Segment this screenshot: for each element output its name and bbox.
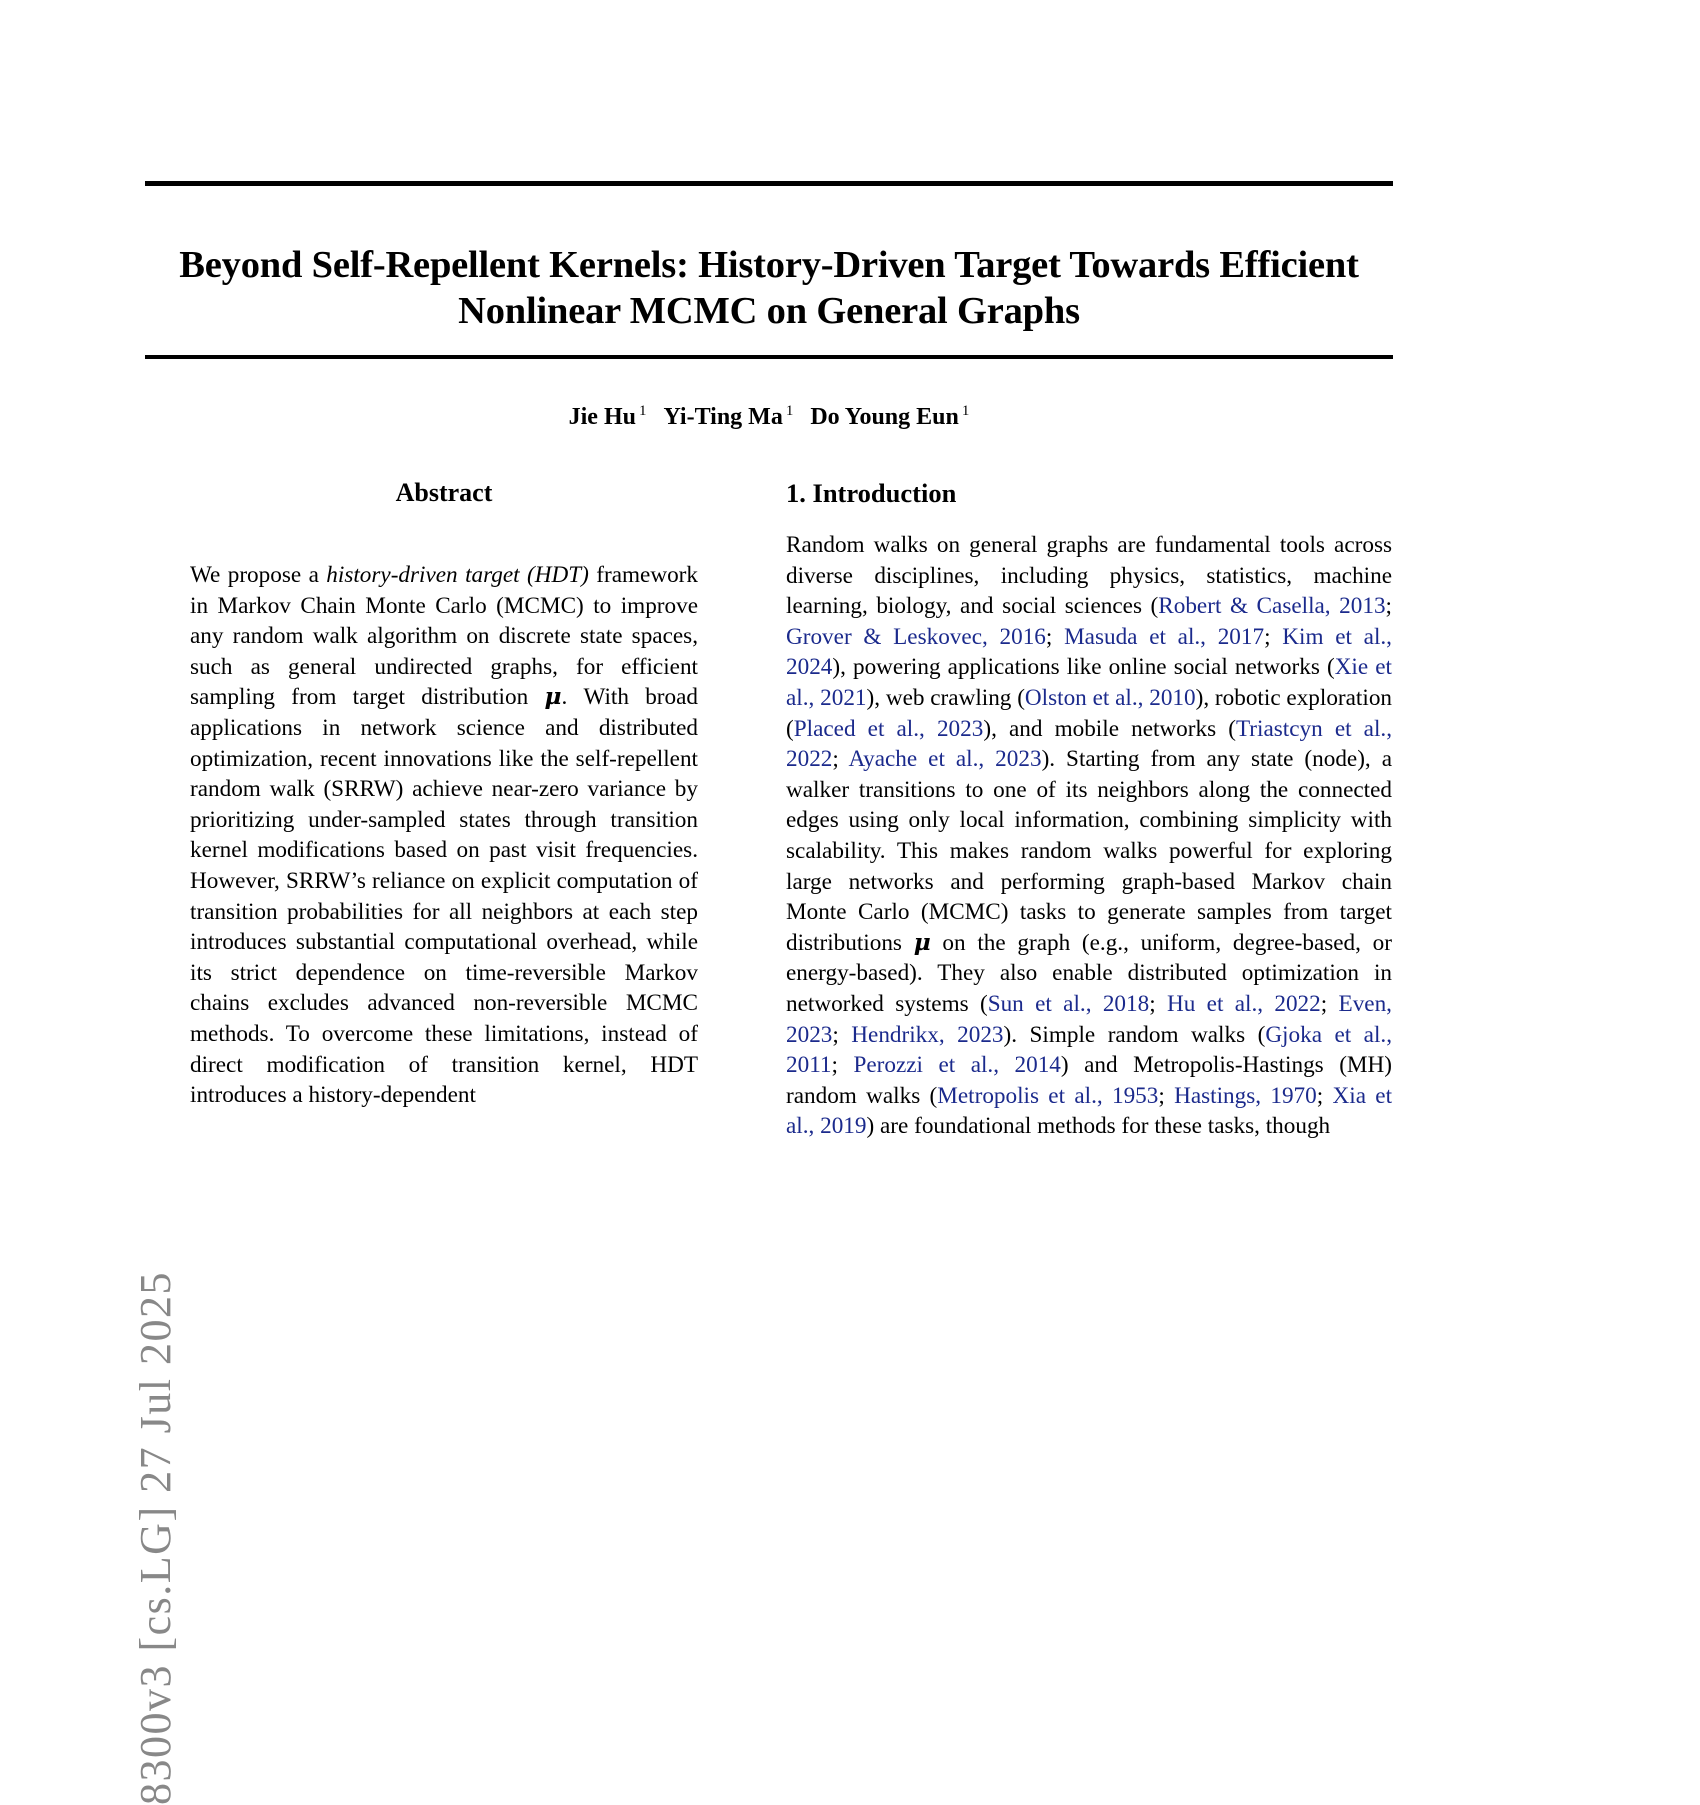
author-affiliation-mark: 1 xyxy=(961,403,970,419)
title-rule-top xyxy=(145,181,1393,186)
author-entry xyxy=(663,404,793,430)
body-text-run: Random walks on general graphs are fundamental tools across diverse disciplines, including physics, statistics, machine learning, biology, and social sciences ( xyxy=(786,532,1392,620)
citation-link[interactable]: Ayache et al., 2023 xyxy=(848,746,1042,773)
paper-title-line-2: Nonlinear MCMC on General Graphs xyxy=(458,289,1080,332)
citation-link[interactable]: Perozzi et al., 2014 xyxy=(853,1052,1061,1079)
body-text-run: ; xyxy=(1385,593,1392,620)
author-name: Yi-Ting Ma xyxy=(663,404,783,430)
body-text-run: ; xyxy=(1045,623,1065,650)
body-text-run: ). Starting from any state (node), a walker transitions to one of its neighbors along the connected edges using only local information, combining simplicity with scalability. This makes random walks powerful for exploring large networks and performing graph-based Markov chain Monte Carlo (MCMC) tasks to generate samples from target distributions xyxy=(786,746,1392,956)
abstract-heading: Abstract xyxy=(395,478,493,507)
author-affiliation-mark: 1 xyxy=(638,403,647,419)
body-text-run: ; xyxy=(1149,990,1167,1017)
body-text-run: ). Simple random walks ( xyxy=(1003,1021,1266,1048)
abstract-column xyxy=(190,478,698,1111)
body-text-run: on the graph (e.g., uniform, degree-based, or energy-based). They also enable distributed optimization in networked systems ( xyxy=(786,929,1392,1017)
mu-symbol: μ xyxy=(913,928,931,956)
citation-link[interactable]: Hastings, 1970 xyxy=(1174,1082,1317,1109)
citation-link[interactable]: Robert & Casella, 2013 xyxy=(1158,593,1386,620)
abstract-text-c: . With broad applications in network science and distributed optimization, recent innovations like the self-repellent random walk (SRRW) achieve near-zero variance by prioritizing under-sampled states through transition kernel modifications based on past visit frequencies. However, SRRW’s reliance on explicit computation of transition probabilities for all neighbors at each step introduces substantial computational overhead, while its strict dependence on time-reversible Markov chains excludes advanced non-reversible MCMC methods. To overcome these limitations, instead of direct modification of transition kernel, HDT introduces a history-dependent xyxy=(190,684,698,1109)
citation-link[interactable]: Metropolis et al., 1953 xyxy=(937,1082,1159,1109)
abstract-text-b: framework in Markov Chain Monte Carlo (MCMC) to improve any random walk algorithm on discrete state spaces, such as general undirected graphs, for efficient sampling from target distribution xyxy=(190,562,698,711)
citation-link[interactable]: Sun et al., 2018 xyxy=(987,990,1150,1017)
author-entry xyxy=(810,404,969,430)
citation-link[interactable]: Olston et al., 2010 xyxy=(1024,684,1196,711)
body-text-run: ; xyxy=(1316,1082,1333,1109)
citation-link[interactable]: Gjoka et al., 2011 xyxy=(786,1021,1392,1079)
citation-link[interactable]: Grover & Leskovec, 2016 xyxy=(786,623,1046,650)
introduction-paragraph xyxy=(786,530,1392,1142)
body-text-run: ), powering applications like online social networks ( xyxy=(832,654,1335,681)
body-text-run: ) are foundational methods for these tasks, though xyxy=(866,1113,1331,1140)
author-name: Jie Hu xyxy=(568,404,636,430)
section-heading-introduction: 1. Introduction xyxy=(786,478,957,508)
abstract-paragraph xyxy=(190,560,698,1111)
body-text-run: ), and mobile networks ( xyxy=(983,715,1236,742)
author-list xyxy=(145,404,1393,431)
citation-link[interactable]: Xie et al., 2021 xyxy=(786,654,1392,711)
author-name: Do Young Eun xyxy=(810,404,959,430)
page-title xyxy=(145,242,1393,334)
author-entry xyxy=(569,404,647,430)
citation-link[interactable]: Kim et al., 2024 xyxy=(786,623,1392,681)
body-text-run: ) and Metropolis-Hastings (MH) random walks ( xyxy=(786,1052,1392,1109)
body-text-run: ), web crawling ( xyxy=(866,684,1025,711)
body-text-run: ; xyxy=(832,746,849,773)
abstract-term-italic: history-driven target (HDT) xyxy=(326,562,589,588)
citation-link[interactable]: Masuda et al., 2017 xyxy=(1064,623,1265,650)
citation-link[interactable]: Placed et al., 2023 xyxy=(793,715,984,742)
abstract-text-a: We propose a xyxy=(190,562,327,588)
title-rule-bottom xyxy=(145,355,1393,359)
body-text-run: ; xyxy=(1264,623,1283,650)
arxiv-stamp-text: 8300v3 [cs.LG] 27 Jul 2025 xyxy=(131,1271,180,1805)
introduction-column xyxy=(786,478,1392,1142)
body-text-run: ; xyxy=(831,1052,854,1079)
body-text-run: ; xyxy=(1320,990,1339,1017)
paper-title-line-1: Beyond Self-Repellent Kernels: History-Driven Target Towards Efficient xyxy=(179,243,1359,286)
mu-symbol: μ xyxy=(544,683,562,711)
body-text-run: ; xyxy=(832,1021,852,1048)
citation-link[interactable]: Xia et al., 2019 xyxy=(786,1082,1393,1140)
author-affiliation-mark: 1 xyxy=(785,403,794,419)
body-text-run: ; xyxy=(1158,1082,1175,1109)
body-text-run: ), robotic exploration ( xyxy=(786,684,1393,742)
citation-link[interactable]: Triastcyn et al., 2022 xyxy=(786,715,1393,773)
citation-link[interactable]: Hu et al., 2022 xyxy=(1166,990,1321,1017)
citation-link[interactable]: Even, 2023 xyxy=(786,990,1392,1048)
citation-link[interactable]: Hendrikx, 2023 xyxy=(851,1021,1004,1048)
